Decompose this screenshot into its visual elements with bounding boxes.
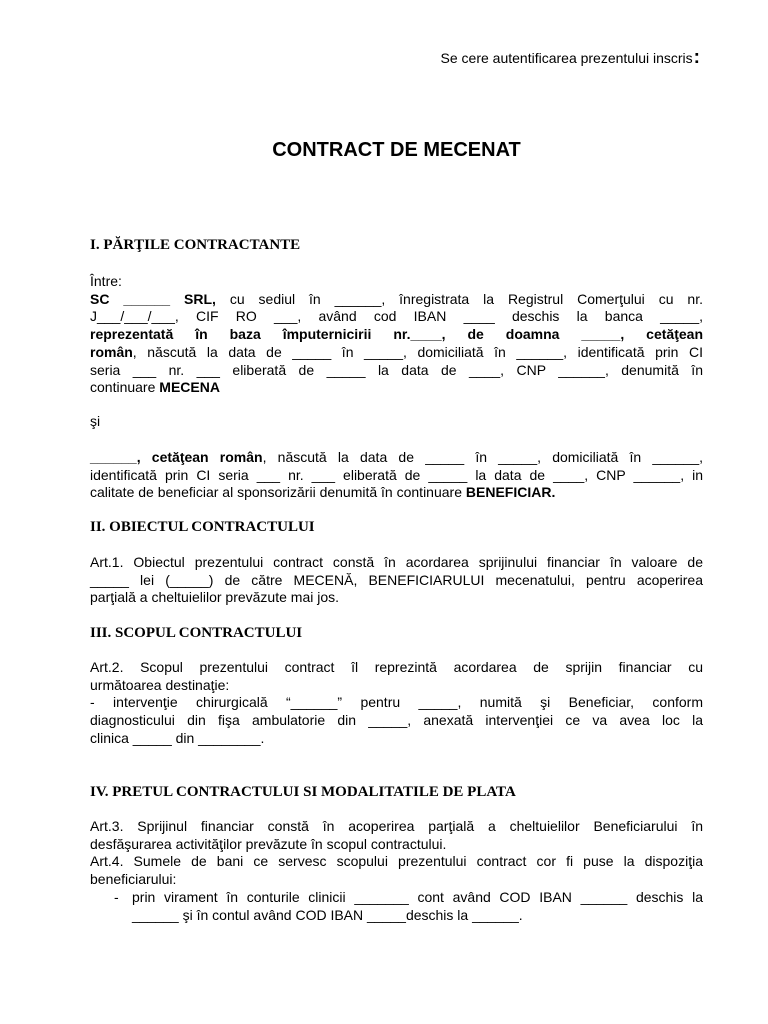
section-4-heading: IV. PRETUL CONTRACTULUI SI MODALITATILE DE PLATA	[90, 784, 516, 800]
article-3-line: desfăşurarea activităţilor prevăzute în scopul contractului.	[90, 835, 447, 852]
beneficiar-text: identificată prin CI seria ___ nr. ___ eliberată de _____ la data de ____, CNP ______, in	[90, 466, 703, 483]
mecena-text: seria ___ nr. ___ eliberată de _____ la data de ____, CNP ______, denumită în	[90, 361, 703, 378]
list-bullet: -	[114, 888, 119, 905]
mecena-line	[90, 362, 703, 380]
section-2-heading: II. OBIECTUL CONTRACTULUI	[90, 519, 315, 535]
mecena-text: , născută la data de _____ în _____, domiciliată în ______, identificată prin CI	[132, 343, 703, 360]
mecena-company: SC ______ SRL,	[90, 290, 216, 307]
section-3-heading: III. SCOPUL CONTRACTULUI	[90, 625, 303, 641]
mecena-text: continuare	[90, 379, 160, 396]
articles-3-4	[90, 818, 703, 924]
article-4-line: Art.4. Sumele de bani ce servesc scopului prezentului contract cor fi puse la dispoziţia	[90, 853, 703, 870]
beneficiar-text: calitate de beneficiar al sponsorizării denumită în continuare	[90, 484, 466, 501]
article-2-line: următoarea destinaţie:	[90, 676, 230, 693]
article-1-line: Art.1. Obiectul prezentului contract constă în acordarea sprijinului financiar în valoare de	[90, 554, 703, 570]
authentication-note-colon: :	[693, 47, 700, 68]
mecena-line	[90, 379, 703, 397]
article-1-line: parţială a cheltuielilor prevăzute mai jos.	[90, 589, 340, 606]
beneficiar-line	[90, 467, 703, 485]
article-1	[90, 554, 703, 607]
parties-intro: Între:	[90, 273, 122, 289]
authentication-note	[441, 48, 700, 68]
mecena-citizenship: român	[90, 343, 133, 360]
mecena-line	[90, 308, 703, 326]
beneficiar-designation: BENEFICIAR.	[465, 484, 556, 501]
beneficiar-text: , născută la data de _____ în _____, domiciliată în ______,	[262, 449, 703, 465]
document-title: CONTRACT DE MECENAT	[272, 139, 521, 161]
mecena-representative: reprezentată în baza împuternicirii nr.____, de doamna _____, cetăţean	[90, 326, 703, 343]
payment-list-text	[132, 889, 703, 924]
mecena-line	[90, 326, 703, 344]
beneficiar-name: ______, cetăţean român	[90, 449, 263, 465]
mecena-text: cu sediul în ______, înregistrata la Registrul Comerţului cu nr.	[215, 290, 703, 307]
article-4-line: beneficiarului:	[90, 871, 177, 888]
article-3-line: Art.3. Sprijinul financiar constă în acoperirea parţială a cheltuielilor Beneficiarului în	[90, 818, 703, 834]
mecena-line	[90, 344, 703, 362]
beneficiar-line	[90, 449, 703, 467]
article-2-line: - intervenţie chirurgicală “______” pentru _____, numită şi Beneficiar, conform	[90, 694, 703, 711]
article-2-line: diagnosticului din fişa ambulatorie din _____, anexată intervenţiei ce va avea loc la	[90, 712, 703, 729]
article-1-line: _____ lei (_____) de către MECENĂ, BENEFICIARULUI mecenatului, pentru acoperirea	[90, 571, 703, 588]
mecena-designation: MECENA	[159, 379, 220, 396]
article-2	[90, 659, 703, 748]
payment-list-line: ______ şi în contul având COD IBAN _____deschis la ______.	[132, 906, 523, 923]
mecena-line	[90, 291, 703, 309]
authentication-note-text: Se cere autentificarea prezentului inscris	[440, 50, 693, 66]
beneficiar-line	[90, 484, 703, 502]
article-2-line: clinica _____ din ________.	[90, 729, 265, 746]
mecena-text: J___/___/___, CIF RO ___, având cod IBAN ____ deschis la banca _____,	[90, 308, 703, 325]
mecena-party-block	[90, 273, 703, 397]
beneficiar-party-block	[90, 449, 703, 502]
section-1-heading: I. PĂRŢILE CONTRACTANTE	[90, 237, 301, 253]
payment-list-item	[90, 889, 703, 924]
payment-list-line: prin virament în conturile clinicii _______ cont având COD IBAN ______ deschis la	[132, 888, 703, 905]
article-2-line: Art.2. Scopul prezentului contract îl reprezintă acordarea de sprijin financiar cu	[90, 659, 703, 675]
parties-conjunction: şi	[90, 413, 101, 429]
